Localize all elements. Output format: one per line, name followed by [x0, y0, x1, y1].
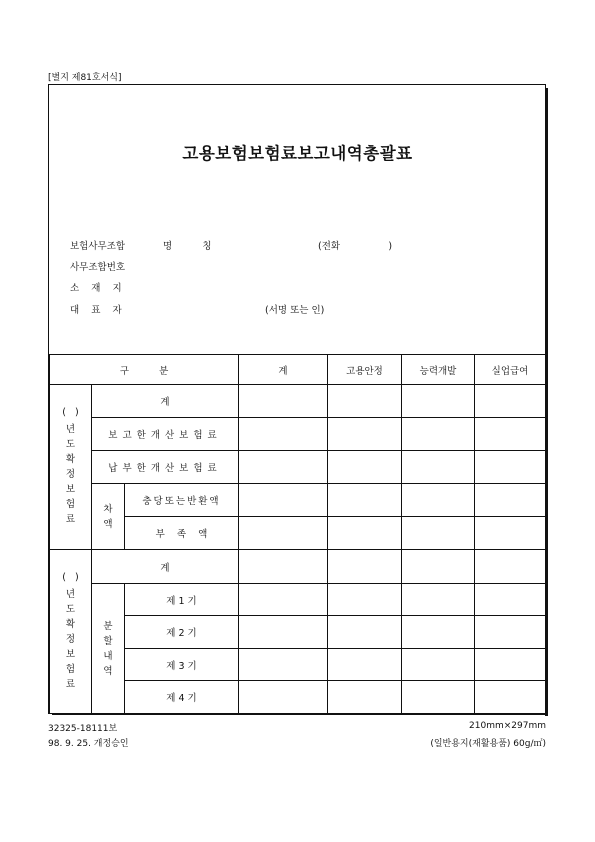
- cell[interactable]: [239, 484, 328, 517]
- cell[interactable]: [328, 681, 402, 714]
- cell[interactable]: [475, 418, 546, 451]
- section1-side-label: [50, 385, 92, 550]
- table-row: [50, 584, 546, 616]
- period3-label: 제 3 기: [125, 649, 239, 681]
- cell[interactable]: [239, 385, 328, 418]
- cell[interactable]: [402, 681, 475, 714]
- header-unemployment-benefit: 실업급여: [475, 355, 546, 385]
- cell[interactable]: [328, 517, 402, 550]
- cell[interactable]: [475, 681, 546, 714]
- cell[interactable]: [328, 418, 402, 451]
- cell[interactable]: [475, 649, 546, 681]
- cell[interactable]: [475, 484, 546, 517]
- cell[interactable]: [239, 649, 328, 681]
- cell[interactable]: [239, 584, 328, 616]
- section1-side-text: 년도확정보험료: [65, 424, 76, 525]
- period4-label: 제 4 기: [125, 681, 239, 714]
- header-category: 구 분: [50, 355, 239, 385]
- table-row: [50, 681, 546, 714]
- difference-label: 차액: [92, 484, 125, 550]
- org-name-label: 보험사무조합: [70, 241, 126, 252]
- representative-label: 대 표 자: [70, 305, 122, 316]
- premium-summary-table: [49, 354, 546, 714]
- cell[interactable]: [239, 418, 328, 451]
- cell[interactable]: [239, 451, 328, 484]
- paper-size: 210mm×297mm: [469, 721, 546, 731]
- form-title: 고용보험보험료보고내역총괄표: [182, 144, 413, 163]
- refund-label: 충당또는반환액: [125, 484, 239, 517]
- cell[interactable]: [328, 385, 402, 418]
- cell[interactable]: [402, 484, 475, 517]
- paper-type: (일반용지(재활용품) 60g/㎡): [430, 739, 546, 749]
- cell[interactable]: [475, 451, 546, 484]
- cell[interactable]: [402, 550, 475, 584]
- cell[interactable]: [475, 385, 546, 418]
- section2-year-paren: ( ): [62, 571, 79, 583]
- cell[interactable]: [239, 550, 328, 584]
- table-row: [50, 418, 546, 451]
- cell[interactable]: [402, 385, 475, 418]
- form-code: 32325-18111보: [48, 724, 118, 734]
- header-total: 계: [239, 355, 328, 385]
- signature-label: (서명 또는 인): [265, 305, 325, 316]
- installment-label: 분할내역: [92, 584, 125, 714]
- cell[interactable]: [239, 681, 328, 714]
- cell[interactable]: [475, 616, 546, 649]
- cell[interactable]: [475, 550, 546, 584]
- cell[interactable]: [328, 550, 402, 584]
- header-vocational-dev: 능력개발: [402, 355, 475, 385]
- cell[interactable]: [328, 584, 402, 616]
- section1-year-paren: ( ): [62, 407, 79, 418]
- cell[interactable]: [328, 649, 402, 681]
- approval-date: 98. 9. 25. 개정승인: [48, 739, 129, 749]
- reported-premium-label: 보고한개산보험료: [92, 418, 239, 451]
- table-row: [50, 484, 546, 517]
- shortfall-label: 부 족 액: [125, 517, 239, 550]
- section2-subtotal-label: 계: [92, 550, 239, 584]
- cell[interactable]: [475, 517, 546, 550]
- period2-label: 제 2 기: [125, 616, 239, 649]
- cell[interactable]: [475, 584, 546, 616]
- table-row: [50, 550, 546, 584]
- cell[interactable]: [239, 517, 328, 550]
- name-label: 명 칭: [163, 241, 212, 252]
- table-row: [50, 616, 546, 649]
- header-employment-stability: 고용안정: [328, 355, 402, 385]
- table-row: [50, 451, 546, 484]
- cell[interactable]: [328, 451, 402, 484]
- section2-side-text: 년도확정보험료: [65, 588, 76, 690]
- table-row: [50, 517, 546, 550]
- section2-side-label: [50, 550, 92, 714]
- period1-label: 제 1 기: [125, 584, 239, 616]
- cell[interactable]: [402, 517, 475, 550]
- form-tag: [별지 제81호서식]: [48, 73, 122, 83]
- section1-subtotal-label: 계: [92, 385, 239, 418]
- table-header-row: [50, 355, 546, 385]
- cell[interactable]: [328, 616, 402, 649]
- cell[interactable]: [239, 616, 328, 649]
- address-label: 소 재 지: [70, 283, 122, 294]
- cell[interactable]: [328, 484, 402, 517]
- paid-premium-label: 납부한개산보험료: [92, 451, 239, 484]
- cell[interactable]: [402, 451, 475, 484]
- org-number-label: 사무조합번호: [70, 262, 126, 273]
- phone-label: (전화 ): [318, 241, 393, 252]
- cell[interactable]: [402, 584, 475, 616]
- cell[interactable]: [402, 649, 475, 681]
- table-row: [50, 649, 546, 681]
- cell[interactable]: [402, 418, 475, 451]
- cell[interactable]: [402, 616, 475, 649]
- table-row: [50, 385, 546, 418]
